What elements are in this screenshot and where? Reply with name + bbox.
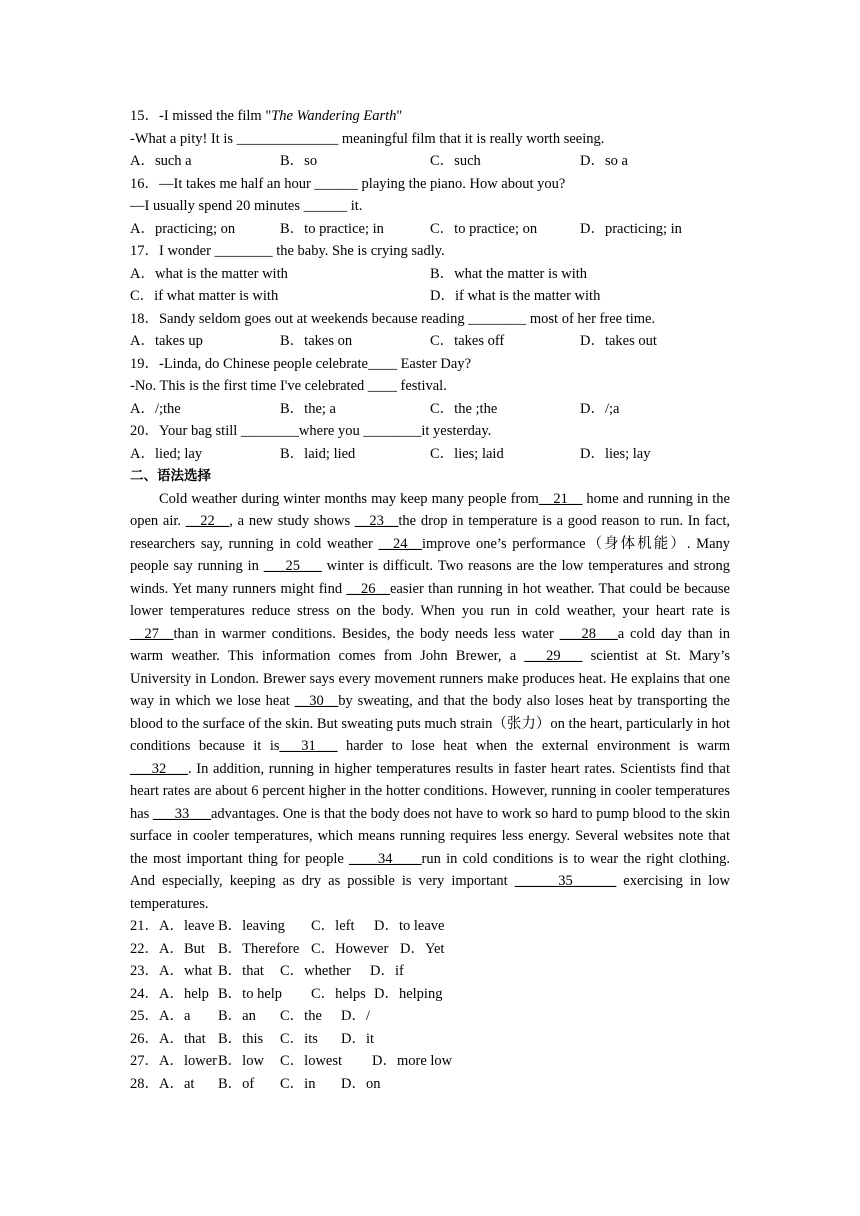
blank-25[interactable]: ___25___ [263, 558, 322, 574]
passage-text: winter is difficult. Two reasons are the low temperatures and strong winds. Yet many runners might find [130, 558, 730, 597]
option-b[interactable]: B．Therefore [218, 940, 300, 957]
option-d[interactable]: D．/;a [580, 400, 620, 417]
option-b[interactable]: B．laid; lied [280, 445, 356, 462]
option-c[interactable]: C．such [430, 153, 481, 169]
answer-row-28 [130, 1073, 730, 1096]
blank-29[interactable]: ___29___ [524, 648, 583, 664]
question-16-line2: —I usually spend 20 minutes ______ it. [130, 198, 363, 214]
question-18: 18．Sandy seldom goes out at weekends because reading ________ most of her free time. [130, 310, 656, 327]
question-20: 20．Your bag still ________where you ________it yesterday. [130, 423, 492, 439]
option-c[interactable]: C．whether [280, 963, 351, 979]
option-c[interactable]: C．to practice; on [430, 220, 538, 237]
option-b[interactable]: B．leaving [218, 918, 285, 934]
option-c[interactable]: C．takes off [430, 333, 505, 349]
passage-text: run in cold conditions is to wear the right clothing. And especially, keeping as dry as possible is very important [130, 850, 730, 889]
answer-row-26 [130, 1028, 730, 1051]
passage-text: scientist at St. Mary’s University in London. Brewer says every movement runners make produces heat. He explains that one way in which we lose heat [130, 648, 730, 709]
option-a[interactable]: A．/;the [130, 400, 181, 417]
option-c[interactable]: C．left [311, 918, 355, 934]
passage-text: exercising in low temperatures. [130, 873, 730, 912]
passage-text: harder to lose heat when the external environment is warm [337, 738, 730, 754]
option-d[interactable]: D．practicing; in [580, 220, 682, 237]
option-b[interactable]: B．this [218, 1030, 264, 1047]
option-d[interactable]: D．if what is the matter with [430, 288, 601, 304]
options-20 [130, 443, 730, 466]
option-c[interactable]: C．However [311, 940, 389, 957]
passage-text: Cold weather during winter months may keep many people from [159, 490, 539, 507]
question-15-line2: -What a pity! It is ______________ meaningful film that it is really worth seeing. [130, 130, 605, 147]
answer-row-27 [130, 1050, 730, 1073]
question-text: 15．-I missed the film "The Wandering Earth" [130, 108, 403, 124]
answer-row-24 [130, 983, 730, 1006]
option-b[interactable]: B．of [218, 1075, 255, 1092]
option-b[interactable]: B．to practice; in [280, 220, 384, 237]
blank-32[interactable]: ___32___ [130, 760, 188, 777]
option-d[interactable]: D．it [341, 1030, 375, 1047]
question-19-line2: -No. This is the first time I've celebrated ____ festival. [130, 378, 447, 394]
answer-row-21 [130, 915, 730, 938]
option-a[interactable]: 25．A．a [130, 1008, 191, 1024]
options-17-row1 [130, 263, 730, 286]
question-19: 19．-Linda, do Chinese people celebrate____ Easter Day? [130, 355, 472, 372]
blank-21[interactable]: __21__ [538, 490, 583, 507]
option-b[interactable]: B．what the matter is with [430, 265, 588, 282]
option-a[interactable]: A．such a [130, 153, 192, 169]
option-d[interactable]: D．/ [341, 1008, 370, 1024]
option-a[interactable]: A．takes up [130, 333, 203, 349]
blank-35[interactable]: ______35______ [514, 873, 617, 889]
blank-22[interactable]: __22__ [185, 513, 230, 529]
options-15 [130, 150, 730, 173]
option-c[interactable]: C．the ;the [430, 400, 498, 417]
blank-33[interactable]: ___33___ [153, 805, 211, 822]
option-b[interactable]: B．so [280, 153, 318, 169]
blank-23[interactable]: __23__ [354, 513, 399, 529]
option-b[interactable]: B．an [218, 1008, 256, 1024]
blank-27[interactable]: __27__ [130, 625, 174, 642]
options-17-row2 [130, 285, 730, 308]
passage-text: than in warmer conditions. Besides, the body needs less water [173, 625, 560, 642]
blank-28[interactable]: ___28___ [559, 625, 618, 642]
option-b[interactable]: B．that [218, 963, 264, 979]
option-a[interactable]: 27．A．lower [130, 1053, 217, 1069]
passage-text: easier than running in hot weather. That could be because lower temperatures reduce stress on the body. When you run in cold weather, your heart rate is [130, 580, 730, 619]
options-19 [130, 398, 730, 421]
blank-34[interactable]: ____34____ [349, 850, 422, 867]
option-d[interactable]: D．helping [374, 985, 443, 1002]
option-c[interactable]: C．the [280, 1008, 322, 1024]
option-a[interactable]: A．practicing; on [130, 220, 236, 237]
passage-text: by sweating, and that the body also loses heat by transporting the blood to the surface of the skin. But sweating puts much strain（张力）on the heart, particularly in hot conditions because it is [130, 693, 731, 754]
passage-text: . In addition, running in higher temperatures results in faster heart rates. Scientists find that heart rates are about 6 percent higher in the hotter conditions. However, running in cooler temperatures has [130, 760, 730, 822]
option-c[interactable]: C．lies; laid [430, 445, 504, 462]
option-d[interactable]: D．Yet [400, 940, 445, 957]
option-a[interactable]: 26．A．that [130, 1030, 206, 1047]
passage-text: home and running in the open air. [130, 490, 730, 529]
option-b[interactable]: B．the; a [280, 400, 336, 417]
answer-row-22 [130, 938, 730, 961]
passage-text: improve one’s performance（身体机能）. Many people say running in [130, 535, 731, 574]
question-17: 17．I wonder ________ the baby. She is crying sadly. [130, 243, 445, 259]
option-d[interactable]: D．to leave [374, 918, 445, 934]
passage-text: , a new study shows [229, 513, 355, 529]
option-d[interactable]: D．takes out [580, 333, 657, 349]
option-a[interactable]: 23．A．what [130, 963, 213, 979]
blank-30[interactable]: __30__ [294, 693, 339, 709]
option-c[interactable]: C．in [280, 1075, 316, 1092]
answer-row-23 [130, 960, 730, 983]
option-b[interactable]: B．to help [218, 985, 283, 1002]
option-a[interactable]: 28．A．at [130, 1075, 195, 1092]
section-title: 二、语法选择 [130, 468, 211, 484]
option-c[interactable]: C．if what matter is with [130, 288, 279, 304]
question-15 [130, 105, 730, 128]
option-c[interactable]: C．lowest [280, 1053, 343, 1069]
passage-text: the drop in temperature is a good reason to run. In fact, researchers say, running in cold weather [130, 513, 730, 552]
option-d[interactable]: D．so a [580, 153, 628, 169]
option-d[interactable]: D．lies; lay [580, 445, 651, 462]
option-b[interactable]: B．takes on [280, 333, 353, 349]
blank-24[interactable]: __24__ [378, 535, 422, 552]
option-c[interactable]: C．its [280, 1030, 318, 1047]
option-d[interactable]: D．on [341, 1075, 381, 1092]
option-d[interactable]: D．if [370, 963, 404, 979]
options-16 [130, 218, 730, 241]
passage-text: advantages. One is that the body does not have to work so hard to pump blood to the skin surface in cooler temperatures, which means running requires less energy. Several websites note that the most important thing for people [130, 805, 730, 867]
option-a[interactable]: A．lied; lay [130, 445, 203, 462]
option-b[interactable]: B．low [218, 1053, 264, 1069]
options-18 [130, 330, 730, 353]
option-a[interactable]: 22．A．But [130, 940, 205, 957]
question-16: 16．—It takes me half an hour ______ playing the piano. How about you? [130, 175, 566, 192]
answer-row-25 [130, 1005, 730, 1028]
blank-31[interactable]: ___31___ [279, 738, 338, 754]
cloze-passage [130, 488, 730, 916]
exam-page [130, 105, 730, 1095]
option-c[interactable]: C．helps [311, 985, 366, 1002]
option-d[interactable]: D．more low [372, 1053, 453, 1069]
blank-26[interactable]: __26__ [346, 580, 390, 597]
passage-text: a cold day than in warm weather. This information comes from John Brewer, a [130, 625, 730, 664]
option-a[interactable]: 21．A．leave [130, 918, 215, 934]
option-a[interactable]: A．what is the matter with [130, 265, 288, 282]
option-a[interactable]: 24．A．help [130, 985, 209, 1002]
